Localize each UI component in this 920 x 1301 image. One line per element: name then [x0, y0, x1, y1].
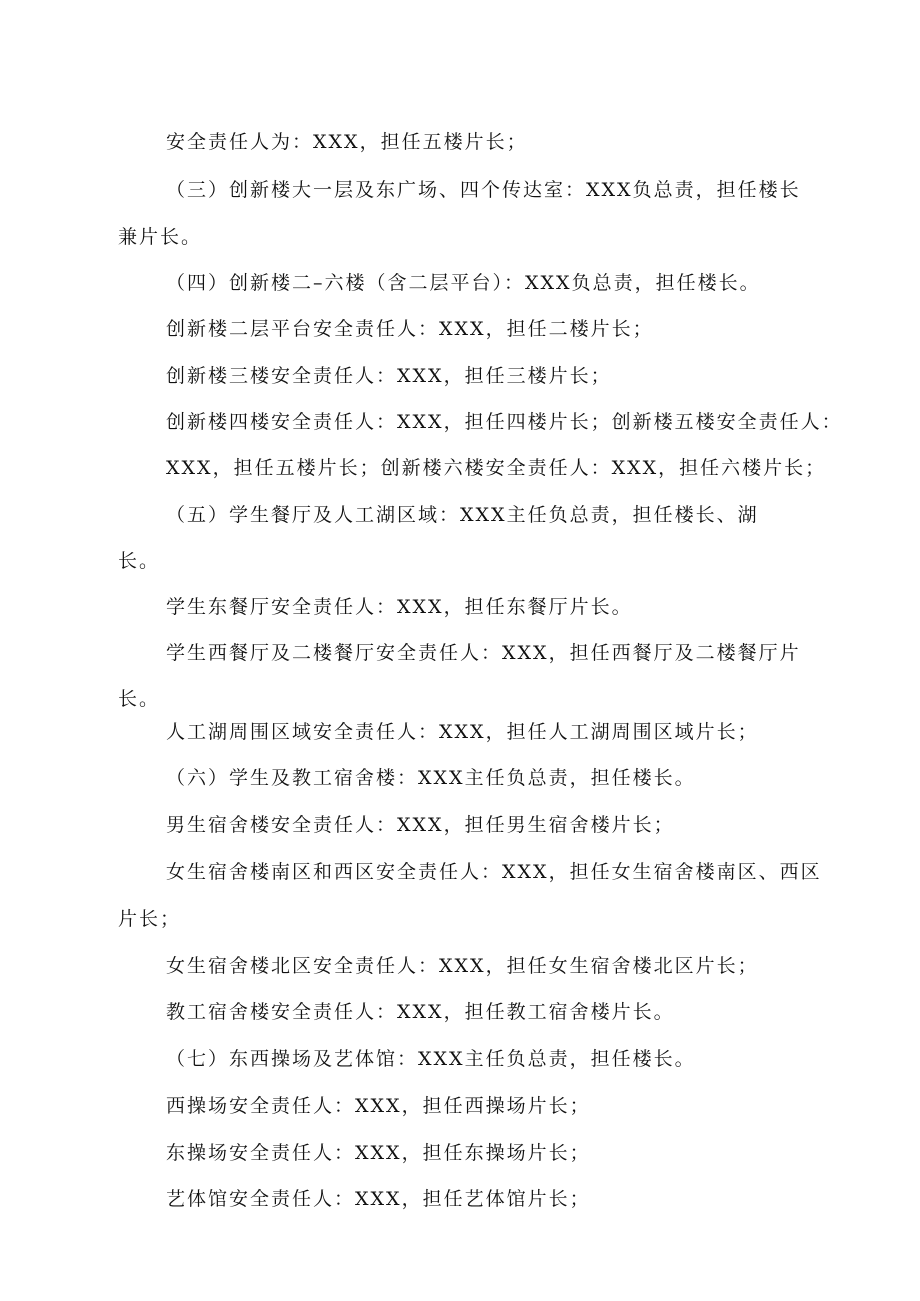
- text-line: 男生宿舍楼安全责任人：XXX，担任男生宿舍楼片长；: [166, 814, 675, 836]
- text-line: 学生西餐厅及二楼餐厅安全责任人：XXX，担任西餐厅及二楼餐厅片: [166, 642, 801, 664]
- text-line: 学生东餐厅安全责任人：XXX，担任东餐厅片长。: [166, 596, 633, 618]
- text-line: 女生宿舍楼南区和西区安全责任人：XXX，担任女生宿舍楼南区、西区: [166, 861, 822, 883]
- text-line: 艺体馆安全责任人：XXX，担任艺体馆片长；: [166, 1188, 591, 1210]
- text-line: 长。: [118, 688, 161, 710]
- text-line: XXX，担任五楼片长；创新楼六楼安全责任人：XXX，担任六楼片长；: [166, 457, 827, 479]
- text-line: （五）学生餐厅及人工湖区域：XXX主任负总责，担任楼长、湖: [166, 504, 759, 526]
- text-line: 创新楼三楼安全责任人：XXX，担任三楼片长；: [166, 365, 612, 387]
- text-line: 东操场安全责任人：XXX，担任东操场片长；: [166, 1142, 591, 1164]
- text-line: 创新楼四楼安全责任人：XXX，担任四楼片长；创新楼五楼安全责任人：: [166, 411, 843, 433]
- text-line: 长。: [118, 550, 161, 572]
- text-line: （三）创新楼大一层及东广场、四个传达室：XXX负总责，担任楼长: [166, 179, 801, 201]
- text-line: 兼片长。: [118, 226, 203, 248]
- text-line: 安全责任人为：XXX，担任五楼片长；: [166, 131, 528, 153]
- text-line: 创新楼二层平台安全责任人：XXX，担任二楼片长；: [166, 318, 654, 340]
- text-line: （六）学生及教工宿舍楼：XXX主任负总责，担任楼长。: [166, 767, 696, 789]
- text-line: 女生宿舍楼北区安全责任人：XXX，担任女生宿舍楼北区片长；: [166, 955, 759, 977]
- text-line: 人工湖周围区域安全责任人：XXX，担任人工湖周围区域片长；: [166, 721, 759, 743]
- text-line: 片长；: [118, 908, 182, 930]
- text-line: 西操场安全责任人：XXX，担任西操场片长；: [166, 1095, 591, 1117]
- text-line: 教工宿舍楼安全责任人：XXX，担任教工宿舍楼片长。: [166, 1001, 675, 1023]
- text-line: （七）东西操场及艺体馆：XXX主任负总责，担任楼长。: [166, 1048, 696, 1070]
- text-line: （四）创新楼二–六楼（含二层平台）：XXX负总责，担任楼长。: [166, 272, 761, 294]
